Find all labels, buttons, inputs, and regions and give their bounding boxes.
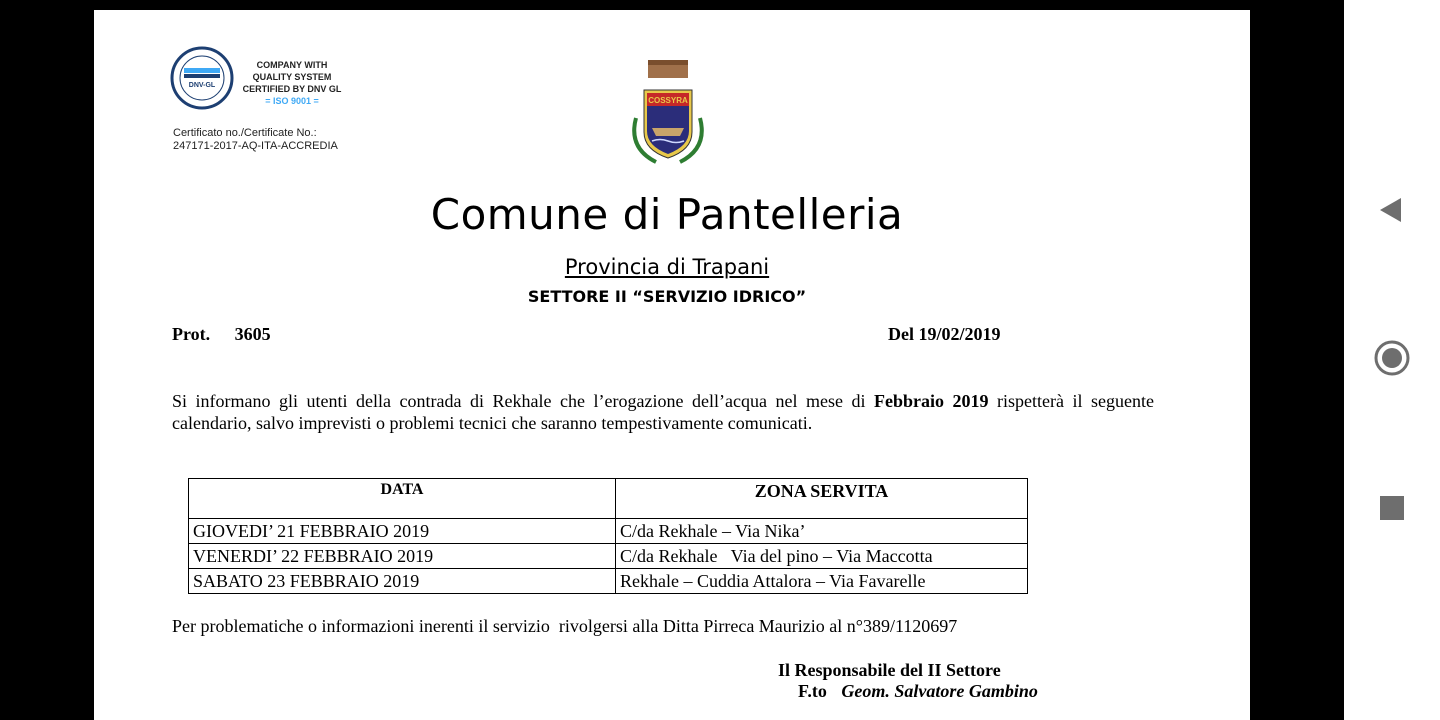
table-cell-zone: C/da Rekhale – Via Nika’ (616, 519, 1028, 544)
table-cell-date: SABATO 23 FEBBRAIO 2019 (189, 569, 616, 594)
table-row (189, 544, 1028, 569)
table-cell-date: VENERDI’ 22 FEBBRAIO 2019 (189, 544, 616, 569)
dnv-certification-text (232, 59, 352, 107)
signature-role: Il Responsabile del II Settore (778, 660, 1001, 680)
coat-of-arms-icon (626, 58, 710, 170)
certificate-info (173, 127, 338, 153)
crest-label: COSSYRA (648, 96, 688, 105)
table-row (189, 569, 1028, 594)
dnv-line-2: QUALITY SYSTEM (252, 72, 332, 82)
home-button[interactable] (1344, 328, 1440, 388)
protocol-value: 3605 (234, 324, 271, 344)
header-zona-servita: ZONA SERVITA (616, 479, 1028, 519)
intro-text-1: Si informano gli utenti della contrada di Rekhale che l’erogazione dell’acqua nel mese di (172, 391, 874, 411)
date-label: Del (888, 324, 914, 344)
table-cell-zone: C/da Rekhale Via del pino – Via Maccotta (616, 544, 1028, 569)
intro-paragraph (172, 390, 1154, 434)
certificate-number: 247171-2017-AQ-ITA-ACCREDIA (173, 140, 338, 152)
intro-text-2: rispetterà il seguente calendario, salvo imprevisti o problemi tecnici che saranno tempestivamente comunicati. (172, 391, 1154, 433)
water-schedule-table (188, 478, 1028, 594)
intro-month: Febbraio 2019 (873, 391, 989, 411)
dnv-line-3: CERTIFIED BY DNV GL (242, 84, 342, 94)
protocol-number (172, 324, 271, 345)
table-cell-zone: Rekhale – Cuddia Attalora – Via Favarelle (616, 569, 1028, 594)
province-subtitle: Provincia di Trapani (564, 255, 770, 279)
back-button[interactable] (1344, 180, 1440, 240)
signature-line (798, 681, 1038, 702)
table-header-row (189, 479, 1028, 519)
dnv-line-1: COMPANY WITH (256, 60, 328, 70)
home-circle-icon (1344, 328, 1440, 388)
dnv-line-4: = ISO 9001 = (265, 96, 319, 106)
header-data: DATA (189, 479, 616, 519)
table-row (189, 519, 1028, 544)
document-page (94, 10, 1250, 720)
recents-button[interactable] (1344, 478, 1440, 538)
page-title: Comune di Pantelleria (430, 190, 904, 239)
certificate-label: Certificato no./Certificate No.: (173, 127, 317, 139)
sector-heading: SETTORE II “SERVIZIO IDRICO” (527, 287, 807, 306)
android-navigation-bar (1344, 0, 1440, 720)
recents-square-icon (1344, 478, 1440, 538)
document-date (888, 324, 1001, 345)
dnv-gl-certification-logo (170, 46, 234, 110)
contact-info: Per problematiche o informazioni inerenti il servizio rivolgersi alla Ditta Pirreca Maurizio al n°389/1120697 (172, 616, 958, 636)
signature-prefix: F.to (798, 681, 827, 701)
signature-name: Geom. Salvatore Gambino (841, 681, 1038, 701)
dnv-logo-text: DNV-GL (188, 82, 216, 89)
table-cell-date: GIOVEDI’ 21 FEBBRAIO 2019 (189, 519, 616, 544)
back-triangle-icon (1344, 180, 1440, 240)
date-value: 19/02/2019 (918, 324, 1001, 344)
protocol-label: Prot. (172, 324, 211, 344)
